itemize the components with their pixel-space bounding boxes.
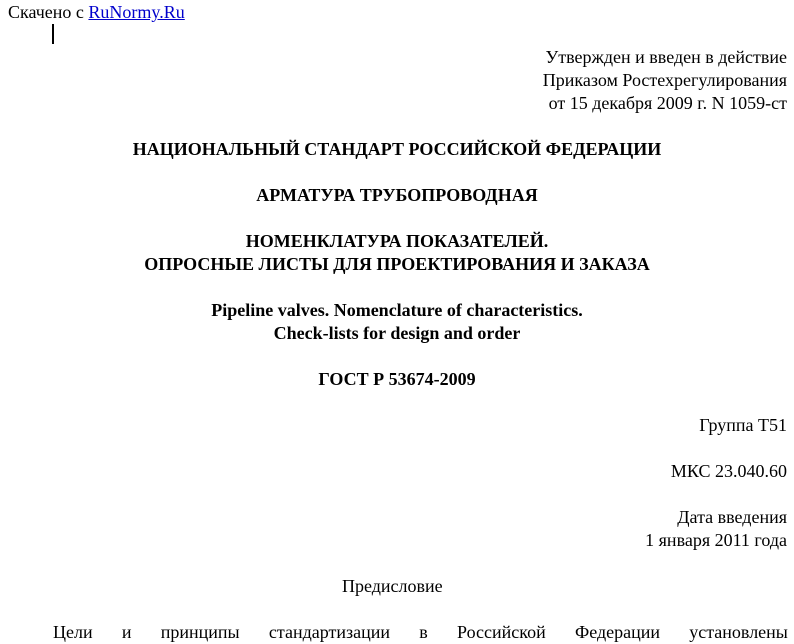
foreword-word: стандартизации bbox=[268, 622, 390, 642]
download-prefix: Скачено с bbox=[8, 2, 89, 22]
foreword-heading: Предисловие bbox=[342, 576, 443, 596]
approval-line-2: Приказом Ростехрегулирования bbox=[542, 70, 787, 90]
english-title-line-1: Pipeline valves. Nomenclature of characteristics. bbox=[211, 300, 583, 320]
national-standard-title: НАЦИОНАЛЬНЫЙ СТАНДАРТ РОССИЙСКОЙ ФЕДЕРАЦИИ bbox=[132, 139, 662, 159]
intro-date-value: 1 января 2011 года bbox=[645, 530, 787, 550]
nomenclature-title-line-2: ОПРОСНЫЕ ЛИСТЫ ДЛЯ ПРОЕКТИРОВАНИЯ И ЗАКАЗА bbox=[144, 254, 650, 274]
foreword-word: Федерации bbox=[574, 622, 660, 642]
foreword-word: принципы bbox=[160, 622, 240, 642]
gost-number: ГОСТ Р 53674-2009 bbox=[318, 369, 476, 389]
text-cursor bbox=[52, 24, 54, 44]
runormy-link[interactable]: RuNormy.Ru bbox=[88, 2, 185, 22]
classification-group: Группа Т51 bbox=[699, 415, 787, 435]
intro-date-label: Дата введения bbox=[677, 507, 787, 527]
approval-line-3: от 15 декабря 2009 г. N 1059-ст bbox=[548, 93, 787, 113]
foreword-word: и bbox=[121, 622, 132, 642]
foreword-word: Цели bbox=[53, 622, 93, 642]
foreword-word: установлены bbox=[689, 622, 788, 642]
nomenclature-title-line-1: НОМЕНКЛАТУРА ПОКАЗАТЕЛЕЙ. bbox=[245, 231, 549, 251]
subject-title: АРМАТУРА ТРУБОПРОВОДНАЯ bbox=[256, 185, 538, 205]
mks-code: МКС 23.040.60 bbox=[670, 461, 787, 481]
english-title-line-2: Check-lists for design and order bbox=[273, 323, 521, 343]
approval-line-1: Утвержден и введен в действие bbox=[545, 47, 787, 67]
foreword-word: в bbox=[419, 622, 428, 642]
download-source-line bbox=[8, 1, 185, 24]
foreword-word: Российской bbox=[457, 622, 546, 642]
